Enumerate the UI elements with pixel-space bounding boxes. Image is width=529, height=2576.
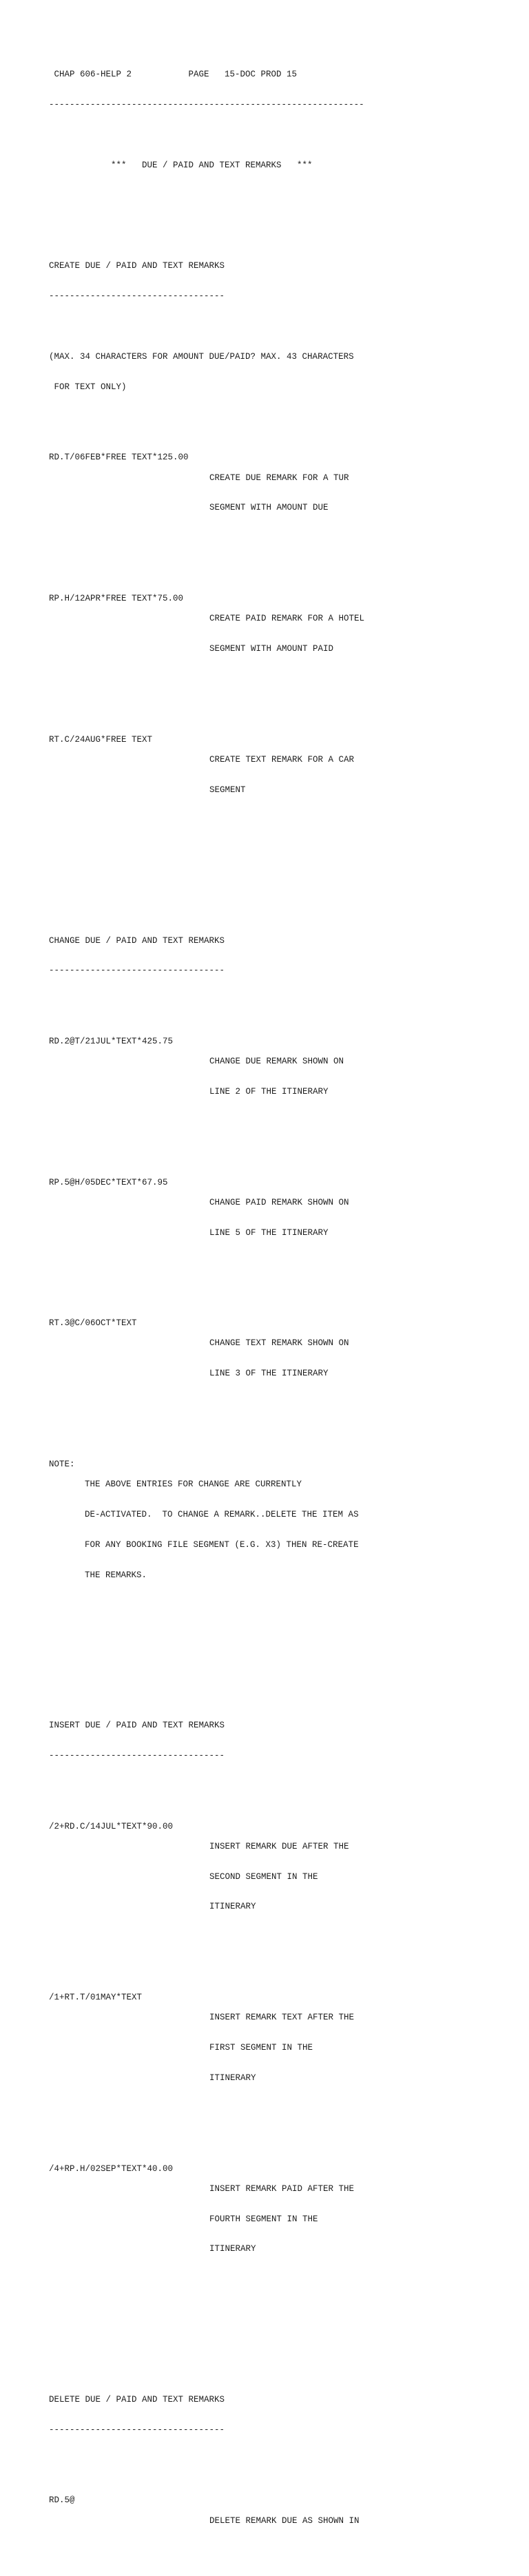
- section-heading: CHANGE DUE / PAID AND TEXT REMARKS: [49, 935, 225, 946]
- section-rule: ----------------------------------: [49, 291, 225, 302]
- command-text: /1+RT.T/01MAY*TEXT: [49, 1993, 143, 2003]
- description-line: INSERT REMARK TEXT AFTER THE: [209, 2013, 355, 2023]
- description-line: CHANGE PAID REMARK SHOWN ON: [209, 1197, 349, 1207]
- section-heading: DELETE DUE / PAID AND TEXT REMARKS: [49, 2395, 225, 2405]
- document-title: *** DUE / PAID AND TEXT REMARKS ***: [49, 160, 313, 170]
- command-description: [209, 453, 517, 533]
- command-text: RP.5@H/05DEC*TEXT*67.95: [49, 1177, 168, 1187]
- command-text: /4+RP.H/02SEP*TEXT*40.00: [49, 2163, 174, 2174]
- command-text: RD.T/06FEB*FREE TEXT*125.00: [49, 453, 189, 463]
- description-line: LINE 5 OF THE ITINERARY: [209, 1227, 329, 1238]
- command-entry: [49, 2495, 517, 2546]
- description-line: DELETE REMARK DUE AS SHOWN IN: [209, 2515, 360, 2526]
- description-line: CHANGE DUE REMARK SHOWN ON: [209, 1057, 344, 1067]
- intro-line: (MAX. 34 CHARACTERS FOR AMOUNT DUE/PAID? MAX. 43 CHARACTERS: [49, 352, 354, 362]
- section-create: [49, 241, 517, 835]
- description-line: SEGMENT WITH AMOUNT DUE: [209, 503, 329, 513]
- section-rule: ----------------------------------: [49, 966, 225, 976]
- section-heading: INSERT DUE / PAID AND TEXT REMARKS: [49, 1721, 225, 1731]
- help-document: [49, 50, 517, 2576]
- intro-line: FOR TEXT ONLY): [49, 382, 127, 392]
- description-line: CREATE TEXT REMARK FOR A CAR: [209, 755, 355, 765]
- command-text: RT.C/24AUG*FREE TEXT: [49, 734, 153, 745]
- command-description: [209, 2164, 517, 2275]
- note-line: FOR ANY BOOKING FILE SEGMENT (E.G. X3) THEN RE-CREATE: [85, 1539, 359, 1550]
- section-delete: [49, 2375, 517, 2566]
- section-rule: ----------------------------------: [49, 1751, 225, 1761]
- description-line: SEGMENT: [209, 785, 246, 795]
- command-entry: [49, 1037, 517, 1117]
- command-entry: [49, 594, 517, 674]
- description-line: LINE 2 OF THE ITINERARY: [209, 1086, 329, 1097]
- command-description: [209, 1993, 517, 2104]
- note-label: NOTE:: [49, 1460, 75, 1469]
- command-text: /2+RD.C/14JUL*TEXT*90.00: [49, 1821, 174, 1831]
- note-line: THE ABOVE ENTRIES FOR CHANGE ARE CURRENTLY: [85, 1479, 302, 1490]
- command-entry: [49, 1822, 517, 1933]
- description-line: SEGMENT WITH AMOUNT PAID: [209, 644, 334, 654]
- command-text: RP.H/12APR*FREE TEXT*75.00: [49, 594, 184, 604]
- description-line: CREATE PAID REMARK FOR A HOTEL: [209, 614, 365, 624]
- command-description: [209, 1822, 517, 1933]
- section-change: [49, 915, 517, 1620]
- note-line: THE REMARKS.: [85, 1570, 147, 1580]
- command-entry: [49, 1178, 517, 1258]
- description-line: FOURTH SEGMENT IN THE: [209, 2214, 318, 2224]
- header-line: CHAP 606-HELP 2 PAGE 15-DOC PROD 15: [49, 70, 298, 80]
- note-block: [49, 1460, 517, 1600]
- description-line: CREATE DUE REMARK FOR A TUR: [209, 472, 349, 483]
- command-description: [209, 1318, 517, 1399]
- command-description: [209, 594, 517, 674]
- command-description: [209, 2495, 517, 2546]
- description-line: ITINERARY: [209, 2244, 256, 2254]
- description-line: CHANGE TEXT REMARK SHOWN ON: [209, 1338, 349, 1349]
- section-insert: [49, 1701, 517, 2294]
- description-line: ITINERARY: [209, 2073, 256, 2083]
- command-description: [209, 1037, 517, 1117]
- section-rule: ----------------------------------: [49, 2424, 225, 2435]
- command-entry: [49, 2164, 517, 2275]
- description-line: FIRST SEGMENT IN THE: [209, 2043, 313, 2053]
- description-line: SECOND SEGMENT IN THE: [209, 1871, 318, 1882]
- command-entry: [49, 735, 517, 816]
- note-line: DE-ACTIVATED. TO CHANGE A REMARK..DELETE THE ITEM AS: [85, 1509, 359, 1519]
- header-rule: -------------------------------------------------------------: [49, 99, 364, 110]
- command-description: [209, 735, 517, 816]
- command-text: RD.5@: [49, 2495, 75, 2506]
- section-heading: CREATE DUE / PAID AND TEXT REMARKS: [49, 261, 225, 271]
- command-text: RD.2@T/21JUL*TEXT*425.75: [49, 1036, 174, 1046]
- description-line: ITINERARY: [209, 1902, 256, 1912]
- description-line: INSERT REMARK PAID AFTER THE: [209, 2183, 355, 2194]
- command-text: RT.3@C/06OCT*TEXT: [49, 1318, 137, 1329]
- description-line: LINE 3 OF THE ITINERARY: [209, 1369, 329, 1379]
- command-entry: [49, 453, 517, 533]
- command-entry: [49, 1993, 517, 2104]
- description-line: INSERT REMARK DUE AFTER THE: [209, 1841, 349, 1851]
- note-text: [85, 1460, 359, 1600]
- command-entry: [49, 1318, 517, 1399]
- command-description: [209, 1178, 517, 1258]
